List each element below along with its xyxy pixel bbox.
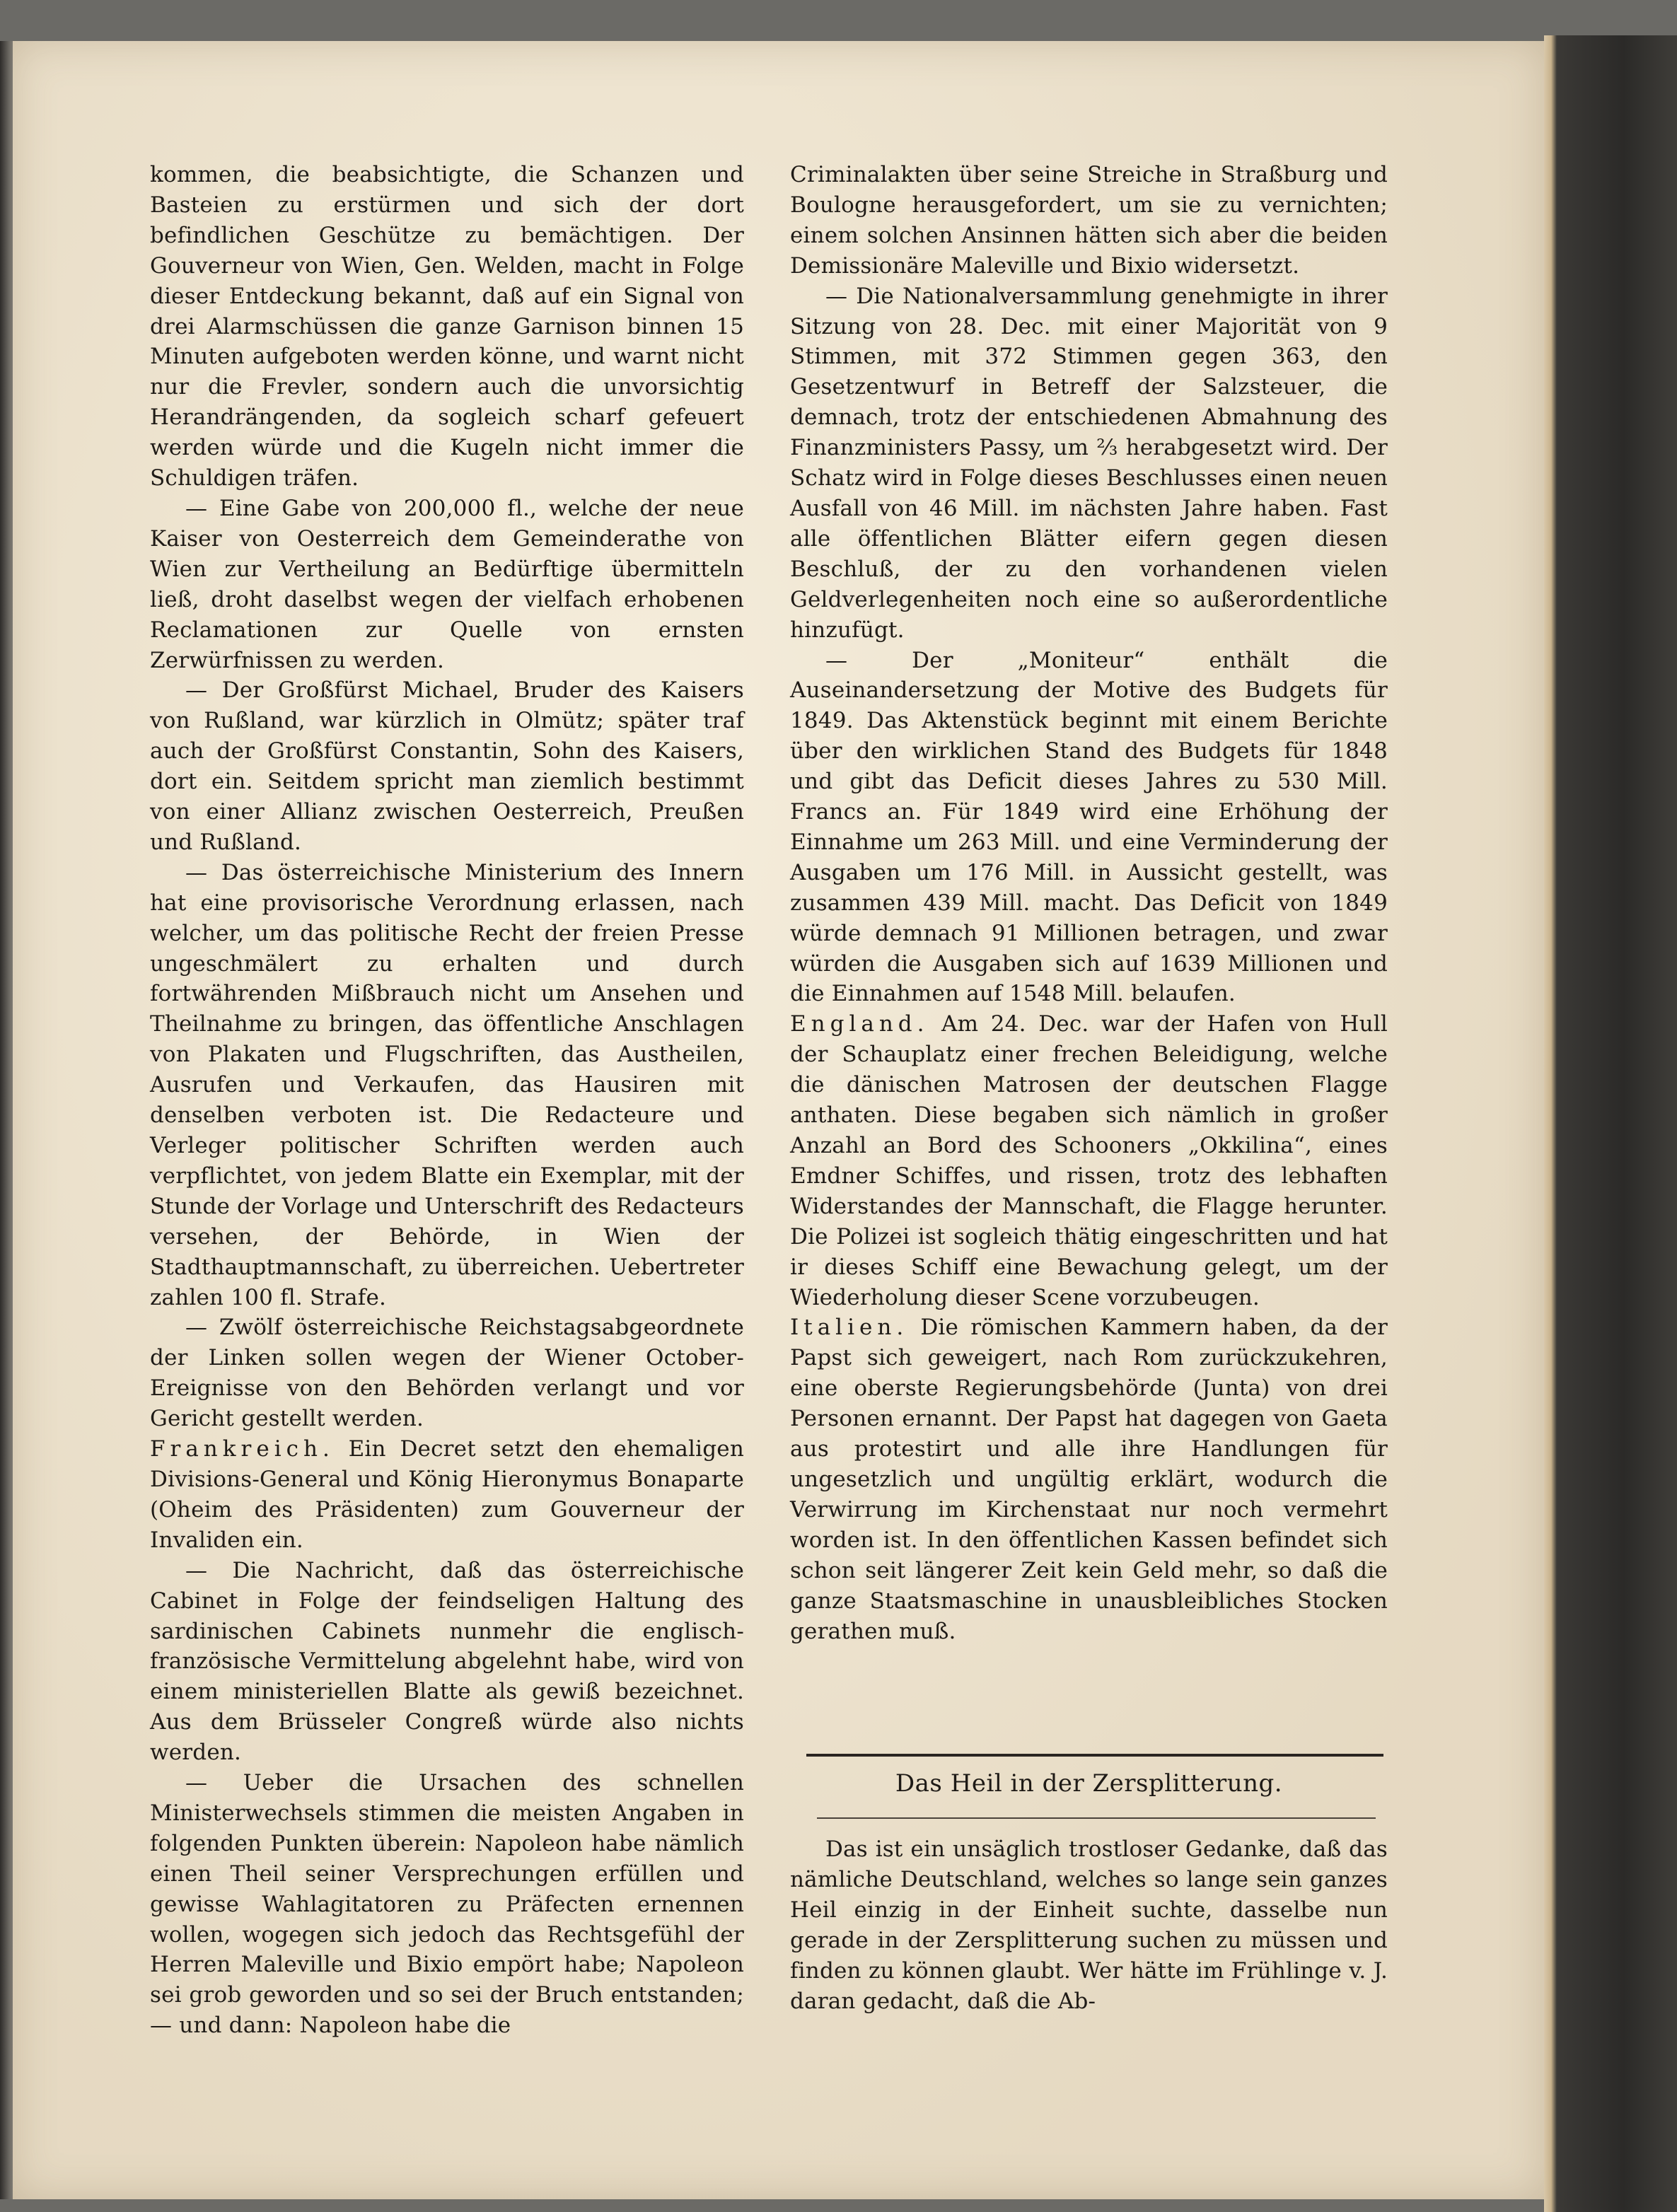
news-item-france [150, 1434, 744, 1556]
paragraph: — Das österreichische Ministerium des Innern hat eine provisorische Verordnung erlassen, nach welcher, um das politische Recht der freien Presse ungeschmälert zu erhalten und durch fortwährenden Mißbrauch nicht um Ansehen und Theilnahme zu bringen, das öffentliche Anschlagen von Plakaten und Flugschriften, das Austheilen, Ausrufen und Verkaufen, das Hausiren mit denselben verboten ist. Die Redacteure und Verleger politischer Schriften werden auch verpflichtet, von jedem Blatte ein Exemplar, mit der Stunde der Vorlage und Unterschrift des Redacteurs versehen, der Behörde, in Wien der Stadthauptmannschaft, zu überreichen. Uebertreter zahlen 100 fl. Strafe. [150, 859, 744, 1310]
paragraph: kommen, die beabsichtigte, die Schanzen und Basteien zu erstürmen und sich der dort befindlichen Geschütze zu bemächtigen. Der Gouverneur von Wien, Gen. Welden, macht in Folge dieser Entdeckung bekannt, daß auf ein Signal von drei Alarmschüssen die ganze Garnison binnen 15 Minuten aufgeboten werden könne, und warnt nicht nur die Frevler, sondern auch die unvorsichtig Herandrängenden, da sogleich scharf gefeuert werden würde und die Kugeln nicht immer die Schuldigen träfen. [150, 162, 744, 491]
book-cover-edge [1544, 35, 1677, 2212]
article-body [790, 1834, 1388, 2016]
paragraph-text: Ein Decret setzt den ehemaligen Divisions-General und König Hieronymus Bonaparte (Oheim des Präsidenten) zum Gouverneur der Invaliden ein. [150, 1436, 744, 1553]
paragraph: Das ist ein unsäglich trostloser Gedanke, daß das nämliche Deutschland, welches so lange sein ganzes Heil einzig in der Einheit suchte, dasselbe nun gerade in der Zersplitterung suchen zu müssen und finden zu können glaubt. Wer hätte im Frühlinge v. J. daran gedacht, daß die Ab- [790, 1836, 1388, 2014]
place-heading: England. [790, 1011, 929, 1037]
paragraph: — Der „Moniteur“ enthält die Auseinandersetzung der Motive des Budgets für 1849. Das Aktenstück beginnt mit einem Berichte über den wirklichen Stand des Budgets für 1848 und gibt das Deficit dieses Jahres zu 530 Mill. Francs an. Für 1849 wird eine Erhöhung der Einnahme um 263 Mill. und eine Verminderung der Ausgaben um 176 Mill. in Aussicht gestellt, was zusammen 439 Mill. macht. Das Deficit von 1849 würde demnach 91 Millionen betragen, und zwar würden die Ausgaben sich auf 1639 Millionen und die Einnahmen auf 1548 Mill. belaufen. [790, 647, 1388, 1007]
article-title: Das Heil in der Zersplitterung. [895, 1769, 1283, 1798]
news-item-italy [790, 1312, 1388, 1646]
paragraph: — Ueber die Ursachen des schnellen Ministerwechsels stimmen die meisten Angaben in folgenden Punkten überein: Napoleon habe nämlich einen Theil seiner Versprechungen erfüllen und gewisse Wahlagitatoren zu Präfecten ernennen wollen, wogegen sich jedoch das Rechtsgefühl der Herren Maleville und Bixio empört habe; Napoleon sei grob geworden und so sei der Bruch entstanden; — und dann: Napoleon habe die [150, 1770, 744, 2039]
paragraph: — Die Nachricht, daß das österreichische Cabinet in Folge der feindseligen Haltung des sardinischen Cabinets nunmehr die englisch-französische Vermittelung abgelehnt habe, wird von einem ministeriellen Blatte als gewiß bezeichnet. Aus dem Brüsseler Congreß würde also nichts werden. [150, 1557, 744, 1766]
paragraph: — Die Nationalversammlung genehmigte in ihrer Sitzung von 28. Dec. mit einer Majorität von 9 Stimmen, mit 372 Stimmen gegen 363, den Gesetzentwurf in Betreff der Salzsteuer, die demnach, trotz der entschiedenen Abmahnung des Finanzministers Passy, um ⅔ herabgesetzt wird. Der Schatz wird in Folge dieses Beschlusses einen neuen Ausfall von 46 Mill. im nächsten Jahre haben. Fast alle öffentlichen Blätter eifern gegen diesen Beschluß, der zu den vorhandenen vielen Geldverlegenheiten noch eine so außerordentliche hinzufügt. [790, 283, 1388, 643]
place-heading: Frankreich. [150, 1436, 335, 1462]
right-column [790, 160, 1388, 1646]
paragraph: Criminalakten über seine Streiche in Straßburg und Boulogne herausgefordert, um sie zu vernichten; einem solchen Ansinnen hätten sich aber die beiden Demissionäre Maleville und Bixio widersetzt. [790, 162, 1388, 279]
paragraph: — Der Großfürst Michael, Bruder des Kaisers von Rußland, war kürzlich in Olmütz; später traf auch der Großfürst Constantin, Sohn des Kaisers, dort ein. Seitdem spricht man ziemlich bestimmt von einer Allianz zwischen Oesterreich, Preußen und Rußland. [150, 677, 744, 855]
paragraph: — Zwölf österreichische Reichstagsabgeordnete der Linken sollen wegen der Wiener October-Ereignisse von den Behörden verlangt und vor Gericht gestellt werden. [150, 1315, 744, 1432]
left-column [150, 160, 744, 2041]
paragraph-text: Am 24. Dec. war der Hafen von Hull der Schauplatz einer frechen Beleidigung, welche die dänischen Matrosen der deutschen Flagge anthaten. Diese begaben sich nämlich in großer Anzahl an Bord des Schooners „Okkilina“, eines Emdner Schiffes, und rissen, trotz des lebhaften Widerstandes der Mannschaft, die Flagge herunter. Die Polizei ist sogleich thätig eingeschritten und hat ir dieses Schiff eine Bewachung gelegt, um der Wiederholung dieser Scene vorzubeugen. [790, 1011, 1388, 1310]
paragraph-text: Die römischen Kammern haben, da der Papst sich geweigert, nach Rom zurückzukehren, eine oberste Regierungsbehörde (Junta) von drei Personen ernannt. Der Papst hat dagegen von Gaeta aus protestirt und alle ihre Handlungen für ungesetzlich und ungültig erklärt, wodurch die Verwirrung im Kirchenstaat nur noch vermehrt worden ist. In den öffentlichen Kassen befindet sich schon seit längerer Zeit kein Geld mehr, so daß die ganze Staatsmaschine in unausbleibliches Stocken gerathen muß. [790, 1315, 1388, 1644]
news-item-england [790, 1009, 1388, 1312]
paragraph: — Eine Gabe von 200,000 fl., welche der neue Kaiser von Oesterreich dem Gemeinderathe von Wien zur Vertheilung an Bedürftige übermitteln ließ, droht daselbst wegen der vielfach erhobenen Reclamationen zur Quelle von ernsten Zerwürfnissen zu werden. [150, 495, 744, 673]
place-heading: Italien. [790, 1315, 909, 1341]
title-underline [817, 1817, 1376, 1819]
section-divider [806, 1754, 1383, 1757]
